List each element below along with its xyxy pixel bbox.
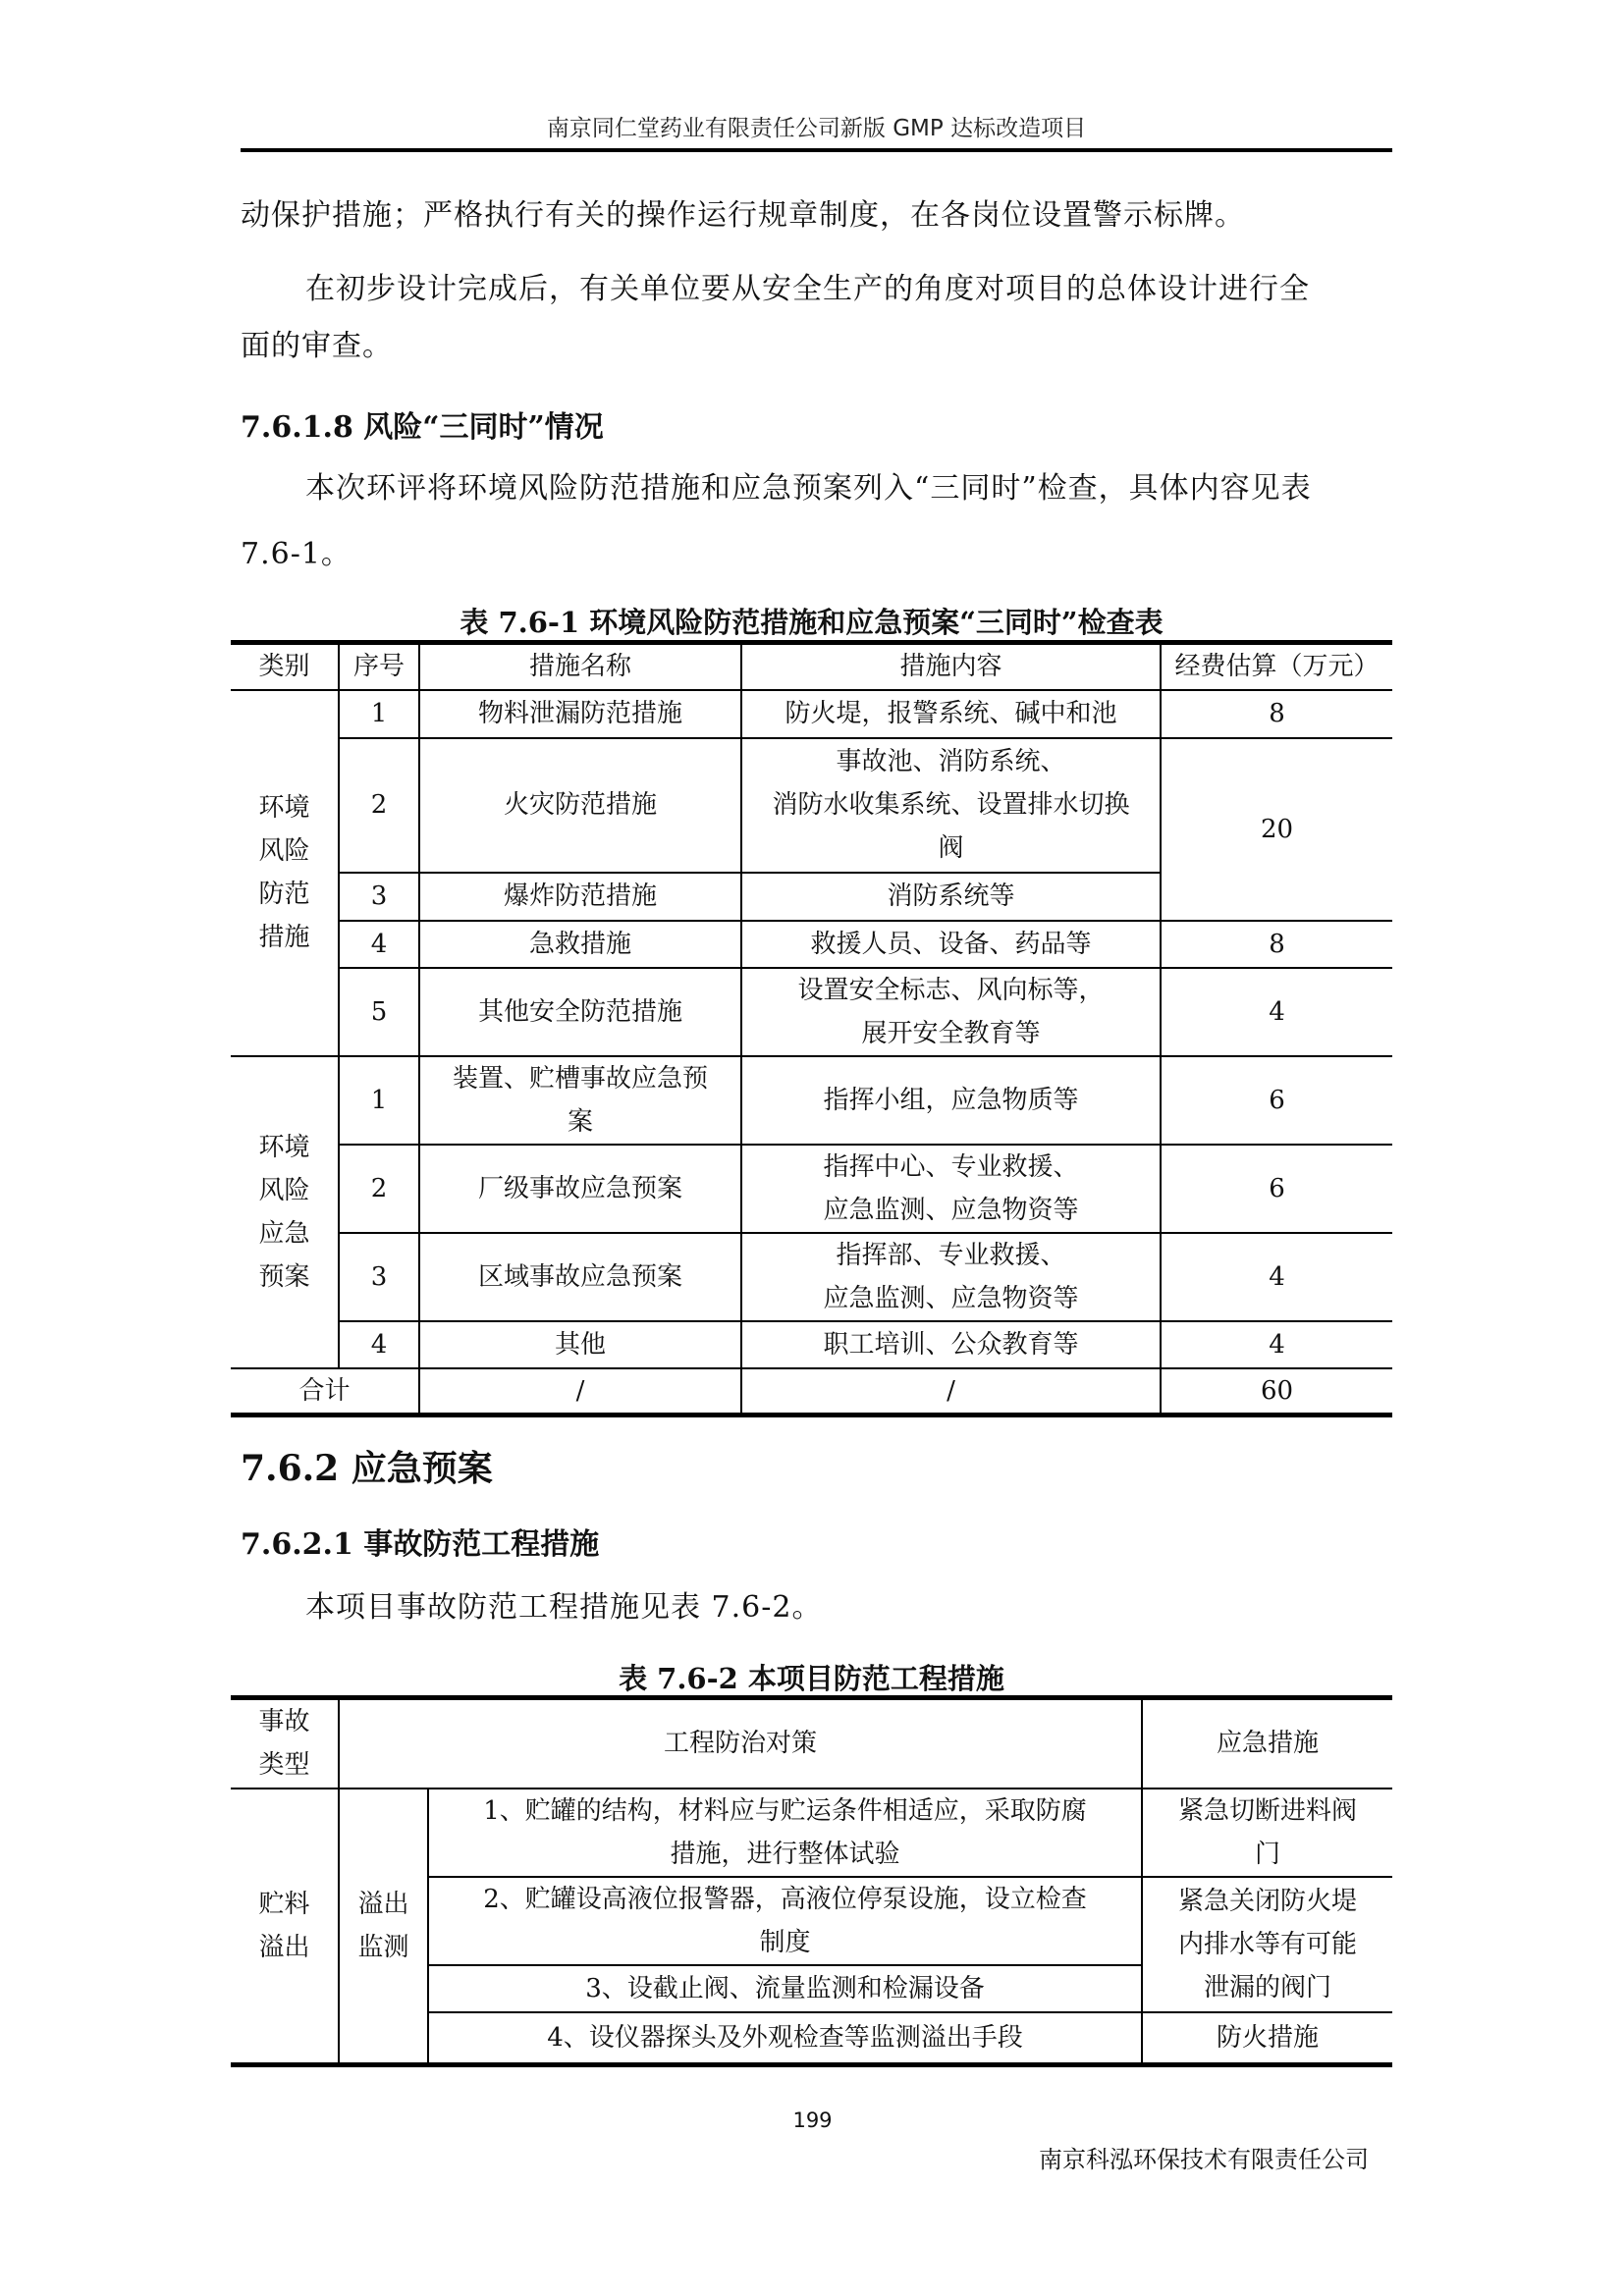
column-header: 经费估算（万元） — [1161, 643, 1392, 690]
column-header: 类别 — [231, 643, 339, 690]
cost-cell: 4 — [1161, 968, 1392, 1056]
measure-name-cell: 厂级事故应急预案 — [419, 1145, 741, 1233]
total-cost-cell: 60 — [1161, 1368, 1392, 1415]
engineering-measures-table — [231, 1695, 1392, 2067]
paragraph: 本次环评将环境风险防范措施和应急预案列入“三同时”检查，具体内容见表 — [305, 471, 1312, 506]
table-row — [231, 1789, 1392, 1877]
emergency-cell: 紧急关闭防火堤 内排水等有可能 泄漏的阀门 — [1142, 1877, 1392, 2012]
emergency-cell: 紧急切断进料阀 门 — [1142, 1789, 1392, 1877]
measure-content-cell: 指挥小组，应急物质等 — [741, 1056, 1161, 1145]
paragraph: 动保护措施；严格执行有关的操作运行规章制度，在各岗位设置警示标牌。 — [241, 198, 1245, 233]
footer-company: 南京科泓环保技术有限责任公司 — [1039, 2146, 1369, 2173]
seq-cell: 4 — [339, 921, 419, 968]
seq-cell: 1 — [339, 690, 419, 738]
seq-cell: 3 — [339, 873, 419, 921]
measure-name-cell: 区域事故应急预案 — [419, 1233, 741, 1321]
column-header: 工程防治对策 — [339, 1698, 1142, 1789]
total-name-cell: / — [419, 1368, 741, 1415]
cost-cell: 4 — [1161, 1233, 1392, 1321]
table-row — [231, 738, 1392, 873]
seq-cell: 5 — [339, 968, 419, 1056]
measure-cell: 4、设仪器探头及外观检查等监测溢出手段 — [428, 2012, 1142, 2065]
column-header: 应急措施 — [1142, 1698, 1392, 1789]
cost-cell: 4 — [1161, 1321, 1392, 1368]
accident-type-cell: 贮料 溢出 — [231, 1789, 339, 2065]
table-caption: 表 7.6-1 环境风险防范措施和应急预案“三同时”检查表 — [460, 606, 1164, 639]
table-header-row — [231, 643, 1392, 690]
paragraph: 在初步设计完成后，有关单位要从安全生产的角度对项目的总体设计进行全 — [305, 272, 1310, 306]
table-row — [231, 1056, 1392, 1145]
column-header: 事故 类型 — [231, 1698, 339, 1789]
seq-cell: 2 — [339, 1145, 419, 1233]
measure-content-cell: 职工培训、公众教育等 — [741, 1321, 1161, 1368]
measure-content-cell: 设置安全标志、风向标等， 展开安全教育等 — [741, 968, 1161, 1056]
table-row — [231, 690, 1392, 738]
measure-cell: 2、贮罐设高液位报警器，高液位停泵设施，设立检查 制度 — [428, 1877, 1142, 1965]
table-caption: 表 7.6-2 本项目防范工程措施 — [619, 1662, 1004, 1695]
table-row — [231, 1233, 1392, 1321]
measure-content-cell: 防火堤，报警系统、碱中和池 — [741, 690, 1161, 738]
sub-type-cell: 溢出 监测 — [339, 1789, 428, 2065]
emergency-cell: 防火措施 — [1142, 2012, 1392, 2065]
header-rule — [241, 148, 1392, 152]
measure-content-cell: 消防系统等 — [741, 873, 1161, 921]
measure-content-cell: 指挥部、专业救援、 应急监测、应急物资等 — [741, 1233, 1161, 1321]
cost-cell: 8 — [1161, 921, 1392, 968]
total-content-cell: / — [741, 1368, 1161, 1415]
measure-name-cell: 爆炸防范措施 — [419, 873, 741, 921]
paragraph: 7.6-1。 — [241, 537, 352, 571]
seq-cell: 1 — [339, 1056, 419, 1145]
measure-name-cell: 装置、贮槽事故应急预 案 — [419, 1056, 741, 1145]
cost-cell: 8 — [1161, 690, 1392, 738]
cost-cell: 20 — [1161, 738, 1392, 921]
category-cell: 环境 风险 防范 措施 — [231, 690, 339, 1056]
section-heading: 7.6.1.8 风险“三同时”情况 — [241, 410, 604, 445]
paragraph: 面的审查。 — [241, 329, 393, 363]
table-header-row — [231, 1698, 1392, 1789]
total-label: 合计 — [231, 1368, 419, 1415]
category-cell: 环境 风险 应急 预案 — [231, 1056, 339, 1368]
seq-cell: 2 — [339, 738, 419, 873]
section-heading: 7.6.2 应急预案 — [241, 1448, 493, 1489]
cost-cell: 6 — [1161, 1056, 1392, 1145]
column-header: 措施名称 — [419, 643, 741, 690]
running-header: 南京同仁堂药业有限责任公司新版 GMP 达标改造项目 — [546, 116, 1087, 141]
table-row — [231, 921, 1392, 968]
measure-name-cell: 急救措施 — [419, 921, 741, 968]
measure-content-cell: 指挥中心、专业救援、 应急监测、应急物资等 — [741, 1145, 1161, 1233]
paragraph: 本项目事故防范工程措施见表 7.6-2。 — [305, 1590, 823, 1625]
measure-name-cell: 火灾防范措施 — [419, 738, 741, 873]
seq-cell: 3 — [339, 1233, 419, 1321]
risk-measures-table — [231, 640, 1392, 1417]
table-row — [231, 968, 1392, 1056]
section-heading: 7.6.2.1 事故防范工程措施 — [241, 1527, 600, 1562]
measure-cell: 1、贮罐的结构，材料应与贮运条件相适应，采取防腐 措施，进行整体试验 — [428, 1789, 1142, 1877]
seq-cell: 4 — [339, 1321, 419, 1368]
total-row — [231, 1368, 1392, 1415]
cost-cell: 6 — [1161, 1145, 1392, 1233]
column-header: 措施内容 — [741, 643, 1161, 690]
measure-name-cell: 其他 — [419, 1321, 741, 1368]
measure-content-cell: 救援人员、设备、药品等 — [741, 921, 1161, 968]
measure-name-cell: 物料泄漏防范措施 — [419, 690, 741, 738]
measure-content-cell: 事故池、消防系统、 消防水收集系统、设置排水切换 阀 — [741, 738, 1161, 873]
measure-cell: 3、设截止阀、流量监测和检漏设备 — [428, 1965, 1142, 2012]
table-row — [231, 1321, 1392, 1368]
table-row — [231, 1145, 1392, 1233]
measure-name-cell: 其他安全防范措施 — [419, 968, 741, 1056]
page-number: 199 — [792, 2109, 833, 2132]
column-header: 序号 — [339, 643, 419, 690]
